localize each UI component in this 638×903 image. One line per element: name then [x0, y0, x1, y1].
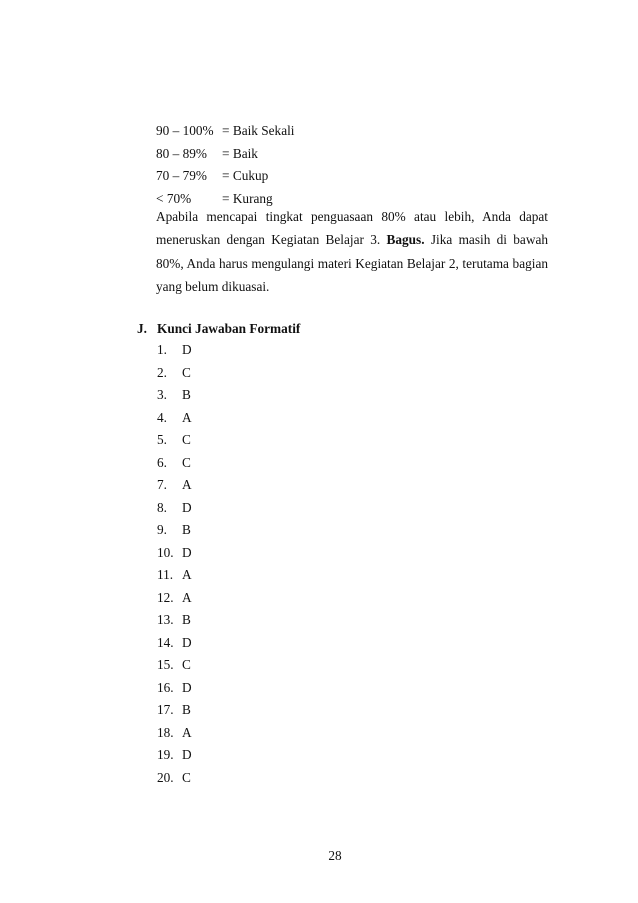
answer-value: D — [182, 499, 192, 515]
answer-value: B — [182, 702, 191, 717]
instruction-paragraph — [156, 205, 548, 298]
answer-number: 3. — [157, 387, 167, 402]
answer-number: 16. — [157, 679, 174, 695]
grade-label: = Kurang — [222, 191, 273, 207]
grade-label: = Cukup — [222, 168, 269, 184]
list-item — [157, 722, 192, 745]
page-number: 28 — [328, 848, 342, 863]
list-item — [157, 767, 192, 790]
answer-number: 11. — [157, 567, 174, 582]
grade-row — [156, 120, 295, 143]
section-title: Kunci Jawaban Formatif — [157, 321, 301, 336]
answer-number: 8. — [157, 499, 167, 515]
answer-value: A — [182, 589, 192, 605]
list-item — [157, 474, 192, 497]
answer-number: 15. — [157, 657, 174, 672]
answer-number: 7. — [157, 477, 167, 492]
answer-value: D — [182, 342, 192, 357]
grade-label: = Baik Sekali — [222, 123, 295, 138]
section-letter: J. — [137, 321, 147, 336]
list-item — [157, 497, 192, 520]
paragraph-bold-text: Bagus. — [386, 232, 425, 248]
answer-value: B — [182, 522, 191, 537]
grade-range: < 70% — [156, 191, 192, 207]
list-item — [157, 384, 192, 407]
list-item — [157, 362, 192, 385]
list-item — [157, 699, 192, 722]
grade-row — [156, 143, 295, 166]
answer-value: D — [182, 679, 192, 695]
answer-value: C — [182, 364, 191, 380]
answer-value: C — [182, 769, 191, 785]
answer-number: 18. — [157, 724, 174, 740]
answer-number: 9. — [157, 522, 167, 537]
answer-value: C — [182, 432, 191, 447]
answer-value: D — [182, 544, 192, 560]
list-item — [157, 677, 192, 700]
answer-value: A — [182, 567, 192, 582]
answer-number: 12. — [157, 589, 174, 605]
list-item — [157, 654, 192, 677]
list-item — [157, 587, 192, 610]
answer-number: 5. — [157, 432, 167, 447]
list-item — [157, 339, 192, 362]
answer-value: A — [182, 409, 192, 425]
grade-range: 70 – 79% — [156, 168, 207, 184]
answer-number: 10. — [157, 544, 174, 560]
answer-value: C — [182, 454, 191, 470]
answer-value: B — [182, 612, 191, 627]
list-item — [157, 519, 192, 542]
answer-number: 4. — [157, 409, 167, 425]
paragraph-text: Apabila mencapai tingkat penguasaan 80% atau lebih, Anda dapat meneruskan dengan Kegiatan Belajar 3. — [156, 209, 548, 248]
answer-value: A — [182, 477, 192, 492]
grading-scale — [156, 120, 295, 211]
answer-number: 14. — [157, 634, 174, 650]
list-item — [157, 542, 192, 565]
list-item — [157, 564, 192, 587]
answer-value: D — [182, 747, 192, 762]
answer-number: 13. — [157, 612, 174, 627]
answer-number: 20. — [157, 769, 174, 785]
section-heading — [137, 318, 300, 340]
answer-value: D — [182, 634, 192, 650]
answer-number: 2. — [157, 364, 167, 380]
answer-value: A — [182, 724, 192, 740]
list-item — [157, 429, 192, 452]
answer-number: 1. — [157, 342, 167, 357]
answer-number: 6. — [157, 454, 167, 470]
answer-number: 19. — [157, 747, 174, 762]
list-item — [157, 632, 192, 655]
list-item — [157, 744, 192, 767]
grade-label: = Baik — [222, 145, 258, 161]
answer-value: B — [182, 387, 191, 402]
grade-range: 80 – 89% — [156, 145, 207, 161]
list-item — [157, 609, 192, 632]
list-item — [157, 407, 192, 430]
grade-range: 90 – 100% — [156, 123, 214, 138]
answer-value: C — [182, 657, 191, 672]
grade-row — [156, 165, 295, 188]
list-item — [157, 452, 192, 475]
answer-number: 17. — [157, 702, 174, 717]
paragraph-text: Jika masih di bawah 80%, Anda harus mengulangi materi Kegiatan Belajar 2, terutama bagian yang belum dikuasai. — [156, 232, 548, 294]
answer-key-list — [157, 339, 192, 789]
